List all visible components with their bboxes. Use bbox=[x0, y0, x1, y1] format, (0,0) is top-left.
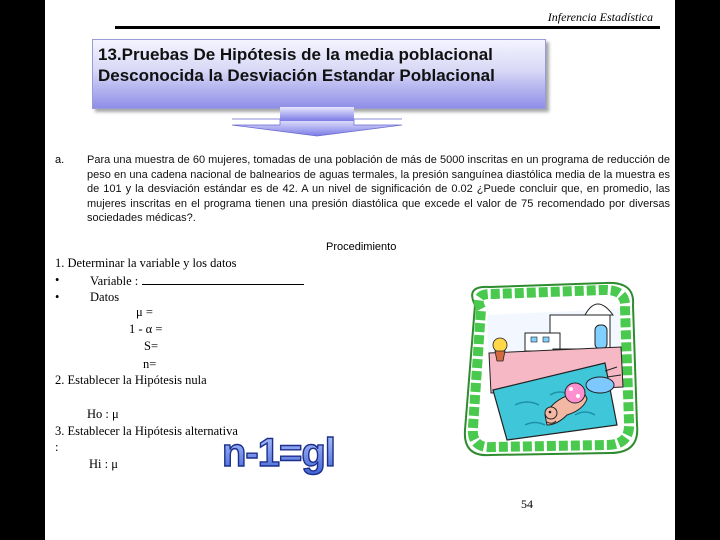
datos-label: Datos bbox=[90, 290, 120, 304]
page-number: 54 bbox=[521, 497, 533, 511]
degrees-of-freedom-formula bbox=[220, 426, 370, 476]
document-page bbox=[45, 0, 675, 540]
step-3: 3. Establecer la Hipótesis alternativa bbox=[55, 424, 238, 438]
variable-row bbox=[90, 273, 304, 289]
bullet-datos: • bbox=[55, 290, 60, 304]
header-text: Inferencia Estadística bbox=[547, 10, 653, 24]
formula-text: n-1=gl bbox=[222, 431, 335, 475]
s-value: S= bbox=[144, 339, 159, 353]
bullet-variable: • bbox=[55, 273, 60, 287]
procedure-heading: Procedimiento bbox=[326, 241, 397, 253]
n-value: n= bbox=[143, 357, 157, 371]
title-line-1: 13.Pruebas De Hipótesis de la media poblacional bbox=[98, 45, 493, 64]
step-1: 1. Determinar la variable y los datos bbox=[55, 256, 237, 270]
header-rule bbox=[115, 26, 660, 29]
swimming-pool-clipart-icon bbox=[455, 275, 645, 460]
step-2: 2. Establecer la Hipótesis nula bbox=[55, 373, 207, 387]
title-box bbox=[92, 39, 546, 109]
problem-text: Para una muestra de 60 mujeres, tomadas de una población de más de 5000 inscritas en un programa de reducción de peso en una cadena nacional de balnearios de aguas termales, la presión sanguínea diastólica media de la muestra es de 101 y la desviación estándar es de 42. A un nivel de significación de 0.02 ¿Puede concluir que, en promedio, las mujeres inscritas en el programa tienen una presión diastólica que excede el valor de 75 recomendado por diversas sociedades médicas?. bbox=[87, 154, 670, 224]
variable-blank bbox=[142, 273, 304, 285]
step-3-colon: : bbox=[55, 440, 59, 454]
one-minus-alpha-value: 1 - α = bbox=[129, 322, 163, 336]
variable-label: Variable : bbox=[90, 274, 139, 288]
down-arrow-icon bbox=[230, 107, 404, 137]
problem-label: a. bbox=[55, 154, 65, 166]
title-line-2: Desconocida la Desviación Estandar Poblacional bbox=[98, 66, 495, 85]
hi-hypothesis: Hi : μ bbox=[89, 457, 118, 471]
mu-value: μ = bbox=[136, 305, 153, 319]
ho-hypothesis: Ho : μ bbox=[87, 407, 119, 421]
